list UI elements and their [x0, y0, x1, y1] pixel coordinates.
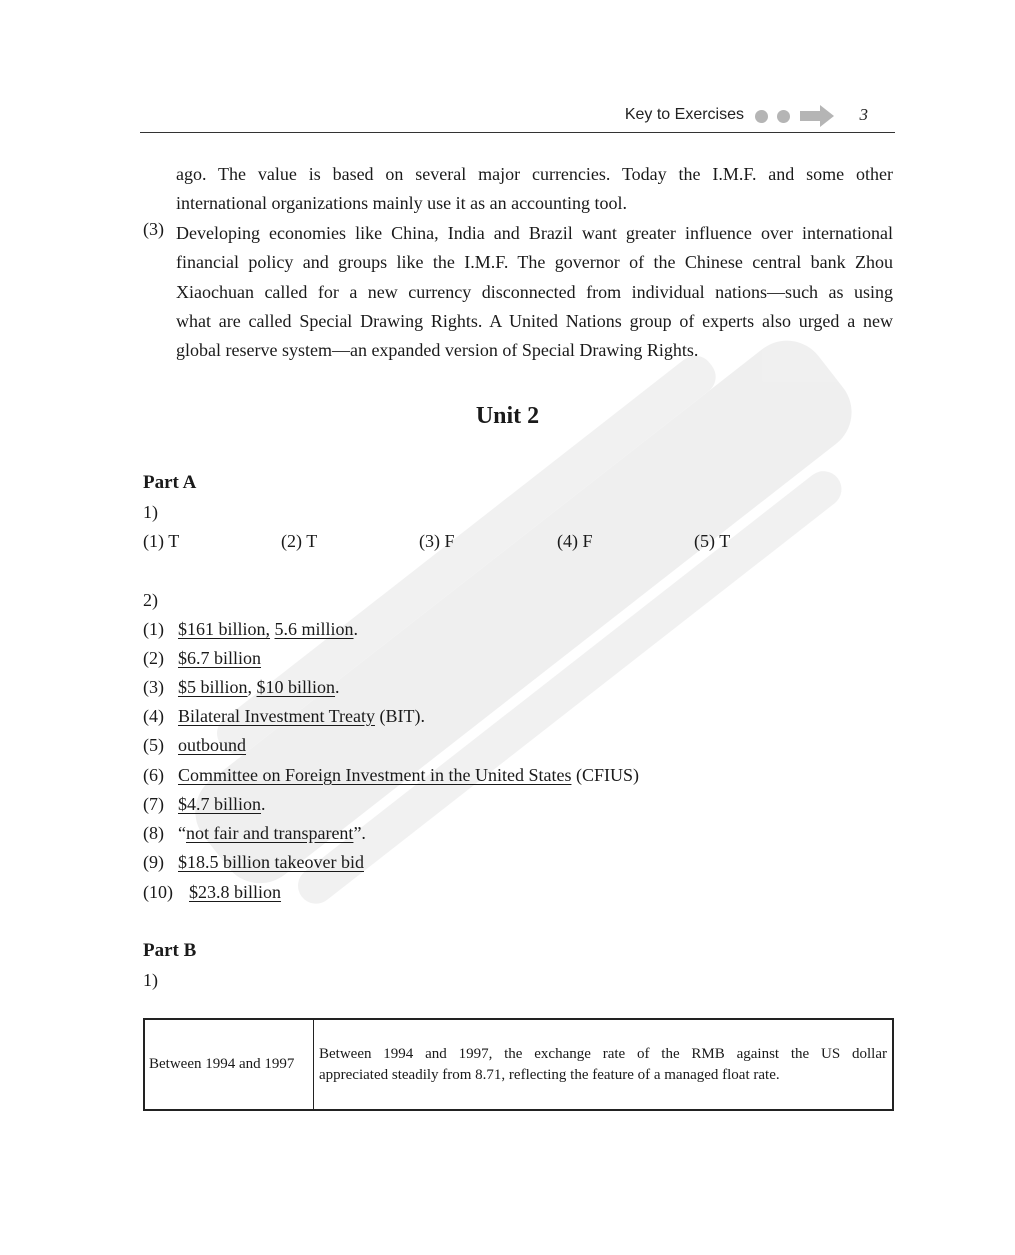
page-number: 3 [859, 105, 868, 124]
section-label: 1) [143, 502, 158, 522]
section-label: 1) [143, 970, 158, 990]
answer-item: (8) “not fair and transparent”. [143, 823, 366, 843]
text-line: global reserve system—an expanded version of Special Drawing Rights. [176, 340, 699, 361]
text-line: appreciated steadily from 8.71, reflecting the feature of a managed float rate. [319, 1066, 780, 1083]
running-title: Key to Exercises [624, 106, 744, 123]
tf-answer: (4) F [557, 531, 593, 551]
description-cell [314, 1019, 894, 1110]
period-cell: Between 1994 and 1997 [144, 1019, 314, 1110]
header-dot-icon [777, 110, 790, 123]
answer-item: (3) $5 billion, $10 billion. [143, 677, 340, 697]
item-number: (3) [143, 219, 164, 239]
tf-answer: (3) F [419, 531, 455, 551]
answer-item: (1) $161 billion, 5.6 million. [143, 619, 359, 639]
unit-title: Unit 2 [475, 403, 540, 429]
arrow-right-icon [800, 105, 834, 127]
answer-item: (10) $23.8 billion [143, 882, 282, 902]
text-line: financial policy and groups like the I.M.F. The governor of the Chinese central bank Zhou [176, 252, 893, 273]
section-label: 2) [143, 590, 158, 610]
text-line: Developing economies like China, India and Brazil want greater influence over international [176, 223, 893, 243]
header-dot-icon [755, 110, 768, 123]
tf-answer: (5) T [694, 531, 731, 551]
answer-item: (7) $4.7 billion. [143, 794, 266, 814]
continuation-paragraph [176, 160, 893, 219]
answer-item: (6) Committee on Foreign Investment in the United States (CFIUS) [143, 765, 639, 785]
tf-answer: (2) T [281, 531, 318, 551]
exchange-rate-table [143, 1018, 894, 1111]
table-row [144, 1019, 893, 1110]
text-line: international organizations mainly use it as an accounting tool. [176, 193, 628, 214]
text-line: ago. The value is based on several major currencies. Today the I.M.F. and some other [176, 164, 893, 184]
part-b-heading: Part B [143, 940, 197, 961]
answer-item: (4) Bilateral Investment Treaty (BIT). [143, 706, 425, 726]
text-line: Between 1994 and 1997, the exchange rate of the RMB against the US dollar [319, 1045, 887, 1062]
answer-item: (5) outbound [143, 735, 247, 755]
text-line: what are called Special Drawing Rights. A United Nations group of experts also urged a new [176, 310, 893, 331]
answer-item: (2) $6.7 billion [143, 648, 262, 668]
text-line: Xiaochuan called for a new currency disconnected from individual nations—such as using [176, 281, 893, 302]
answer-item: (9) $18.5 billion takeover bid [143, 852, 364, 872]
page-header [140, 102, 895, 133]
part-a-heading: Part A [143, 472, 197, 493]
item-3-paragraph [176, 219, 893, 365]
tf-answer: (1) T [143, 531, 180, 551]
